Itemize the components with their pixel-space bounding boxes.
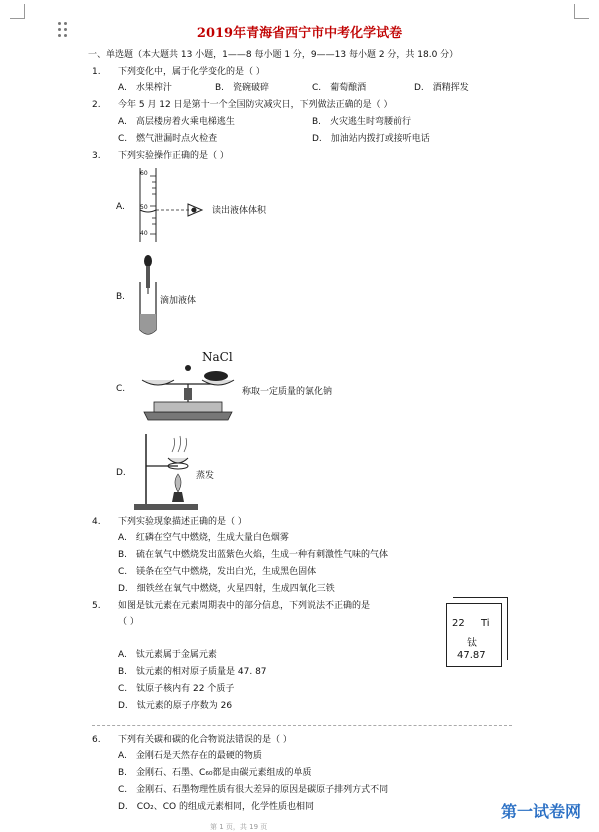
atomic-number: 22: [452, 618, 465, 629]
question-text: 如图是钛元素在元素周期表中的部分信息，下列说法不正确的是: [118, 601, 371, 611]
question-number: 4.: [92, 517, 101, 527]
q5-option-c: C. 钛原子核内有 22 个质子: [118, 684, 235, 694]
page-divider: [92, 725, 512, 726]
q6-option-d: D. CO₂、CO 的组成元素相同，化学性质也相同: [118, 802, 314, 812]
q3-option-c-label: C.: [116, 384, 126, 394]
dropper-test-tube-figure: [132, 252, 162, 340]
q6-option-b: B. 金刚石、石墨、C₆₀都是由碳元素组成的单质: [118, 768, 312, 778]
q4-option-d: D. 细铁丝在氧气中燃烧，火星四射，生成四氧化三铁: [118, 584, 335, 594]
titanium-element-tile: [446, 603, 502, 667]
q3-option-d-label: D.: [116, 468, 126, 478]
q5-option-a: A. 钛元素属于金属元素: [118, 650, 217, 660]
q1-option-d: D. 酒精挥发: [414, 83, 469, 93]
question-text: 下列实验操作正确的是（ ）: [118, 151, 229, 161]
nacl-label: NaCl: [202, 350, 233, 364]
q3-option-c-text: 称取一定质量的氯化钠: [242, 387, 333, 397]
question-number: 1.: [92, 67, 101, 77]
section-heading: 一、单选题（本大题共 13 小题，1——8 每小题 1 分，9——13 每小题 2 分，共 18.0 分）: [88, 50, 459, 60]
q2-option-b: B. 火灾逃生时弯腰前行: [312, 117, 412, 127]
q5-option-b: B. 钛元素的相对原子质量是 47. 87: [118, 667, 267, 677]
q1-option-b: B. 瓷碗破碎: [215, 83, 270, 93]
q1-option-a: A. 水果榨汁: [118, 83, 172, 93]
element-symbol: Ti: [481, 618, 490, 629]
tick-label-60: 60: [140, 170, 148, 177]
q5-option-d: D. 钛元素的原子序数为 26: [118, 701, 233, 711]
question-text: 下列变化中，属于化学变化的是（ ）: [118, 67, 265, 77]
question-number: 3.: [92, 151, 101, 161]
watermark-logo: 第一试卷网: [500, 802, 581, 821]
question-6-stem: [92, 735, 292, 746]
q3-option-a-label: A.: [116, 202, 125, 212]
q3-option-a-text: 读出液体体积: [212, 206, 267, 216]
q3-option-b-text: 滴加液体: [160, 296, 197, 306]
q2-option-a: A. 高层楼房着火乘电梯逃生: [118, 117, 235, 127]
tick-label-40: 40: [140, 230, 148, 237]
q3-option-d-text: 蒸发: [196, 471, 215, 481]
question-2-stem: [92, 100, 393, 111]
tick-label-50: 50: [140, 204, 148, 211]
question-text: 下列实验现象描述正确的是（ ）: [118, 517, 247, 527]
atomic-mass: 47.87: [457, 650, 486, 661]
q2-option-c: C. 燃气泄漏时点火检查: [118, 134, 218, 144]
balance-figure: [132, 360, 242, 422]
page-footer: 第 1 页，共 19 页: [210, 823, 268, 831]
q3-option-b-label: B.: [116, 292, 126, 302]
evaporation-figure: [132, 430, 202, 512]
q6-option-a: A. 金刚石是天然存在的最硬的物质: [118, 751, 262, 761]
question-3-stem: [92, 151, 229, 162]
page-title: 2019年青海省西宁市中考化学试卷: [196, 26, 403, 41]
question-number: 6.: [92, 735, 101, 745]
crop-mark-top-left: [10, 4, 25, 19]
q4-option-a: A. 红磷在空气中燃烧，生成大量白色烟雾: [118, 533, 289, 543]
element-name: 钛: [467, 638, 477, 649]
question-text: 下列有关碳和碳的化合物说法错误的是（ ）: [118, 735, 292, 745]
question-number: 5.: [92, 601, 101, 611]
q4-option-b: B. 硫在氧气中燃烧发出蓝紫色火焰，生成一种有刺激性气味的气体: [118, 550, 389, 560]
question-text: 今年 5 月 12 日是第十一个全国防灾减灾日，下列做法正确的是（ ）: [118, 100, 393, 110]
q5-answer-paren: （ ）: [118, 617, 139, 627]
question-1-stem: [92, 67, 265, 78]
q4-option-c: C. 镁条在空气中燃烧，发出白光，生成黑色固体: [118, 567, 317, 577]
question-number: 2.: [92, 100, 101, 110]
question-5-stem: [92, 601, 371, 612]
q2-option-d: D. 加油站内拨打或接听电话: [312, 134, 430, 144]
q6-option-c: C. 金刚石、石墨物理性质有很大差异的原因是碳原子排列方式不同: [118, 785, 389, 795]
question-4-stem: [92, 517, 247, 528]
crop-mark-top-right: [574, 4, 589, 19]
q1-option-c: C. 葡萄酿酒: [312, 83, 367, 93]
